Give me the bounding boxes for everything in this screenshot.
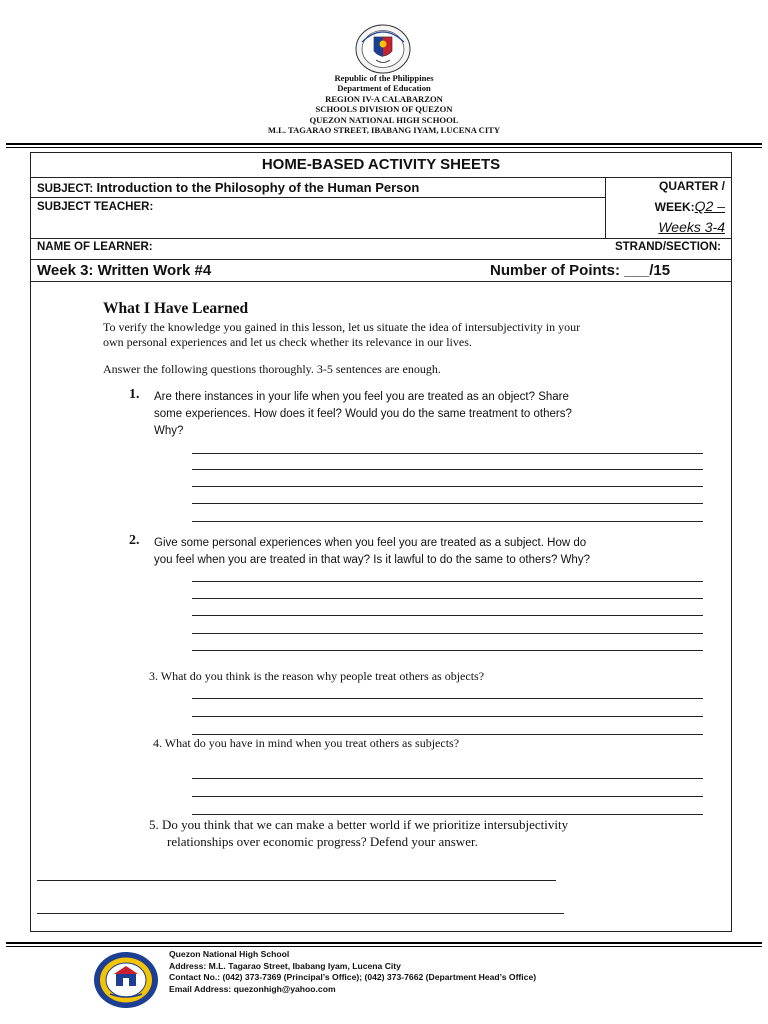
intro-text (103, 320, 580, 349)
answer-line[interactable] (192, 521, 703, 522)
question-line: you feel when you are treated in that way? Is it lawful to do the same to others? Why? (154, 554, 590, 566)
activity-sheet (30, 152, 732, 932)
sheet-title: HOME-BASED ACTIVITY SHEETS (261, 156, 501, 173)
question-5 (149, 816, 568, 850)
answer-line[interactable] (192, 581, 703, 582)
question-line: Why? (154, 425, 184, 437)
strand-label: STRAND/SECTION: (614, 241, 721, 253)
question-line: Are there instances in your life when you feel you are treated as an object? Share (154, 391, 569, 403)
agency-header (0, 73, 768, 135)
table-divider (605, 177, 606, 238)
footer-contact: Contact No.: (042) 373-7369 (Principal’s Office); (042) 373-7662 (Department Head’s Office) (169, 972, 537, 983)
quarter-label: QUARTER / (659, 179, 725, 193)
answer-line[interactable] (192, 778, 703, 779)
table-divider (31, 177, 731, 178)
week-label: WEEK: (654, 200, 695, 214)
subject-value: Introduction to the Philosophy of the Human Person (96, 180, 420, 195)
school-seal-icon (92, 950, 160, 1010)
header-line: SCHOOLS DIVISION OF QUEZON (315, 104, 453, 115)
footer-school: Quezon National High School (169, 949, 290, 959)
section-title: What I Have Learned (103, 300, 249, 317)
subject-field (37, 180, 419, 195)
header-line: M.L. TAGARAO STREET, IBABANG IYAM, LUCENA CITY (267, 125, 501, 136)
answer-line[interactable] (192, 633, 703, 634)
footer-divider (6, 942, 762, 944)
footer-address: Address: M.L. Tagarao Street, Ibabang Iyam, Lucena City (169, 960, 401, 971)
deped-seal-icon (354, 24, 412, 74)
header-line: REGION IV-A CALABARZON (325, 93, 443, 104)
answer-line[interactable] (192, 716, 703, 717)
question-line: Give some personal experiences when you feel you are treated as a subject. How do (154, 537, 587, 549)
answer-line[interactable] (192, 615, 703, 616)
answer-line[interactable] (192, 598, 703, 599)
answer-line[interactable] (192, 486, 703, 487)
question-line: relationships over economic progress? Defend your answer. (167, 834, 478, 849)
question-line: 5. Do you think that we can make a better world if we prioritize intersubjectivity (149, 817, 569, 832)
points-field: Number of Points: ___/15 (490, 262, 671, 279)
answer-line[interactable] (192, 698, 703, 699)
answer-line[interactable] (37, 913, 564, 914)
quarter-value: Q2 – (694, 198, 725, 214)
learner-label: NAME OF LEARNER: (37, 241, 153, 253)
table-divider (31, 197, 605, 198)
header-line: Department of Education (337, 83, 431, 94)
answer-line[interactable] (192, 503, 703, 504)
table-divider (31, 238, 731, 239)
intro-line: own personal experiences and let us check whether its relevance in our lives. (103, 334, 472, 349)
subject-label: SUBJECT: (37, 183, 94, 195)
week-title: Week 3: Written Work #4 (37, 262, 212, 279)
table-divider (31, 281, 731, 282)
answer-line[interactable] (192, 469, 703, 470)
header-divider (6, 147, 762, 148)
question-line: some experiences. How does it feel? Would you do the same treatment to others? (154, 408, 572, 420)
answer-line[interactable] (192, 796, 703, 797)
weeks-value: Weeks 3-4 (658, 219, 725, 235)
header-line: Republic of the Philippines (334, 73, 434, 83)
footer-info (169, 949, 536, 995)
question-2 (154, 535, 590, 569)
instruction-text: Answer the following questions thoroughly. 3-5 sentences are enough. (103, 362, 441, 376)
teacher-label: SUBJECT TEACHER: (37, 201, 154, 213)
footer-email: Email Address: quezonhigh@yahoo.com (169, 983, 336, 994)
intro-line: To verify the knowledge you gained in this lesson, let us situate the idea of intersubjectivity in your (103, 320, 581, 334)
header-divider (6, 143, 762, 145)
week-field (655, 198, 725, 214)
answer-line[interactable] (37, 880, 556, 881)
question-1 (154, 389, 572, 440)
answer-line[interactable] (192, 453, 703, 454)
question-number: 1. (129, 387, 140, 402)
header-line: QUEZON NATIONAL HIGH SCHOOL (309, 114, 459, 125)
question-3: 3. What do you think is the reason why people treat others as objects? (149, 669, 485, 683)
answer-line[interactable] (192, 814, 703, 815)
answer-line[interactable] (192, 734, 703, 735)
answer-line[interactable] (192, 650, 703, 651)
question-number: 2. (129, 533, 140, 548)
table-divider (31, 259, 731, 260)
question-4: 4. What do you have in mind when you treat others as subjects? (153, 736, 460, 750)
footer-divider (6, 946, 762, 947)
